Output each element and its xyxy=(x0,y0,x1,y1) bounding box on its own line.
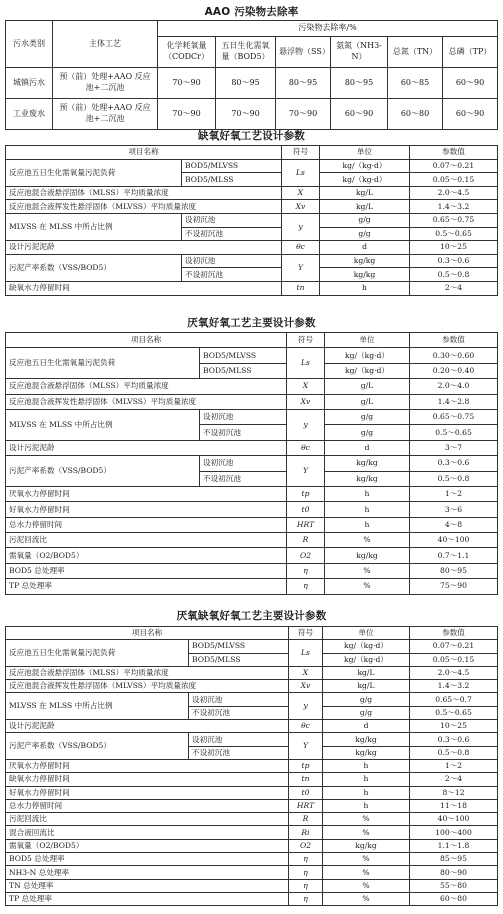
aao-params-table xyxy=(5,626,498,906)
col-unit: 单位 xyxy=(325,333,410,348)
item-symbol: Ls xyxy=(287,348,325,379)
item-name: TP 总处理率 xyxy=(6,892,289,905)
item-symbol: Ls xyxy=(282,159,320,186)
item-name: MLVSS 在 MLSS 中所占比例 xyxy=(6,693,189,720)
item-subname: 设初沉池 xyxy=(189,733,289,746)
item-value: 1.4～3.2 xyxy=(410,200,498,214)
item-symbol: tp xyxy=(289,759,323,772)
item-unit: h xyxy=(323,773,410,786)
item-subname: 设初沉池 xyxy=(200,456,287,471)
item-unit: g/g xyxy=(323,706,410,719)
item-value: 1～2 xyxy=(410,486,498,501)
col-symbol: 符号 xyxy=(287,333,325,348)
col-nh3n: 氨氮（NH3-N） xyxy=(331,37,388,68)
item-value: 0.65～0.75 xyxy=(410,213,498,227)
item-unit: % xyxy=(323,813,410,826)
table-row xyxy=(6,680,498,693)
item-name: 总水力停留时间 xyxy=(6,517,287,532)
item-value: 10～25 xyxy=(410,720,498,733)
table-row xyxy=(6,879,498,892)
item-symbol: η xyxy=(289,892,323,905)
item-unit: kg/（kg·d） xyxy=(320,173,410,187)
item-value: 100～400 xyxy=(410,826,498,839)
item-value: 75～90 xyxy=(410,579,498,594)
item-symbol: HRT xyxy=(289,799,323,812)
table-row xyxy=(6,773,498,786)
item-subname: 不设初沉池 xyxy=(200,471,287,486)
item-name: 污泥回流比 xyxy=(6,533,287,548)
item-value: 55～80 xyxy=(410,879,498,892)
item-name: 厌氧水力停留时间 xyxy=(6,486,287,501)
table-row xyxy=(6,186,498,200)
item-symbol: η xyxy=(287,579,325,594)
table-row xyxy=(6,409,498,424)
item-unit: g/g xyxy=(323,693,410,706)
item-value: 0.07～0.21 xyxy=(410,159,498,173)
process: 预（前）处理+AAO 反应池+二沉池 xyxy=(53,68,158,99)
process: 预（前）处理+AAO 反应池+二沉池 xyxy=(53,99,158,130)
value-cell: 60～80 xyxy=(388,99,443,130)
item-value: 0.3～0.6 xyxy=(410,456,498,471)
item-unit: kg/（kg·d） xyxy=(323,640,410,653)
item-unit: kg/kg xyxy=(320,254,410,268)
item-value: 2.0～4.0 xyxy=(410,379,498,394)
item-unit: kg/L xyxy=(320,200,410,214)
table-row xyxy=(6,99,498,130)
item-name: 厌氧水力停留时间 xyxy=(6,759,289,772)
table-row xyxy=(6,159,498,173)
item-value: 1.4～3.2 xyxy=(410,680,498,693)
item-value: 10～25 xyxy=(410,241,498,255)
item-name: MLVSS 在 MLSS 中所占比例 xyxy=(6,409,200,440)
item-subname: BOD5/MLVSS xyxy=(200,348,287,363)
item-name: 反应池混合液悬浮固体（MLSS）平均质量浓度 xyxy=(6,379,287,394)
item-unit: d xyxy=(320,241,410,255)
table-row xyxy=(6,213,498,227)
table-row xyxy=(6,502,498,517)
ao-params-title: 缺氧好氧工艺设计参数 xyxy=(198,130,305,142)
item-symbol: X xyxy=(289,666,323,679)
item-symbol: HRT xyxy=(287,517,325,532)
item-symbol: R xyxy=(287,533,325,548)
item-value: 11～18 xyxy=(410,799,498,812)
item-unit: kg/（kg·d） xyxy=(323,653,410,666)
table-row xyxy=(6,394,498,409)
col-symbol: 符号 xyxy=(282,146,320,160)
item-unit: kg/kg xyxy=(323,733,410,746)
item-unit: h xyxy=(323,799,410,812)
table-row xyxy=(6,517,498,532)
item-name: 反应池五日生化需氧量污泥负荷 xyxy=(6,348,200,379)
item-name: 反应池五日生化需氧量污泥负荷 xyxy=(6,159,182,186)
item-unit: h xyxy=(325,517,410,532)
item-symbol: Xv xyxy=(287,394,325,409)
item-value: 3～7 xyxy=(410,440,498,455)
item-unit: kg/kg xyxy=(325,471,410,486)
col-cod: 化学耗氧量（CODCr） xyxy=(158,37,216,68)
item-name: 污泥产率系数（VSS/BOD5） xyxy=(6,254,182,281)
sewage-type: 工业废水 xyxy=(6,99,53,130)
item-value: 60～80 xyxy=(410,892,498,905)
col-main-process: 主体工艺 xyxy=(53,21,158,68)
item-unit: kg/L xyxy=(320,186,410,200)
col-symbol: 符号 xyxy=(289,627,323,640)
item-symbol: O2 xyxy=(289,839,323,852)
table-row xyxy=(6,548,498,563)
table-row xyxy=(6,799,498,812)
ao-params-table xyxy=(5,145,498,296)
item-name: 污泥产率系数（VSS/BOD5） xyxy=(6,456,200,487)
item-symbol: θc xyxy=(282,241,320,255)
item-symbol: Xv xyxy=(289,680,323,693)
sewage-type: 城镇污水 xyxy=(6,68,53,99)
item-value: 0.5～0.65 xyxy=(410,706,498,719)
item-symbol: tp xyxy=(287,486,325,501)
item-unit: % xyxy=(325,533,410,548)
item-subname: 设初沉池 xyxy=(189,693,289,706)
item-value: 1.1～1.8 xyxy=(410,839,498,852)
item-value: 0.65～0.75 xyxy=(410,409,498,424)
item-unit: h xyxy=(325,486,410,501)
item-symbol: y xyxy=(282,213,320,240)
item-value: 0.65～0.7 xyxy=(410,693,498,706)
item-value: 2～4 xyxy=(410,281,498,295)
item-symbol: y xyxy=(287,409,325,440)
item-unit: kg/kg xyxy=(325,548,410,563)
item-value: 0.05～0.15 xyxy=(410,653,498,666)
item-subname: 设初沉池 xyxy=(182,213,282,227)
item-name: 反应池混合液挥发性悬浮固体（MLVSS）平均质量浓度 xyxy=(6,200,282,214)
item-unit: % xyxy=(323,892,410,905)
col-tp: 总磷（TP） xyxy=(443,37,498,68)
item-unit: kg/kg xyxy=(320,268,410,282)
item-name: 设计污泥泥龄 xyxy=(6,241,282,255)
item-unit: h xyxy=(323,759,410,772)
aao-params-title: 厌氧缺氧好氧工艺主要设计参数 xyxy=(176,610,327,622)
item-value: 2～4 xyxy=(410,773,498,786)
item-name: 缺氧水力停留时间 xyxy=(6,281,282,295)
item-symbol: η xyxy=(289,866,323,879)
item-value: 80～90 xyxy=(410,866,498,879)
col-value: 参数值 xyxy=(410,146,498,160)
item-symbol: X xyxy=(282,186,320,200)
item-symbol: t0 xyxy=(287,502,325,517)
item-value: 0.07～0.21 xyxy=(410,640,498,653)
item-symbol: η xyxy=(289,853,323,866)
value-cell: 60～85 xyxy=(388,68,443,99)
item-name: 需氧量（O2/BOD5） xyxy=(6,548,287,563)
item-unit: kg/（kg·d） xyxy=(320,159,410,173)
item-subname: 不设初沉池 xyxy=(189,746,289,759)
table-row xyxy=(6,379,498,394)
item-unit: % xyxy=(323,853,410,866)
table-row xyxy=(6,826,498,839)
item-symbol: O2 xyxy=(287,548,325,563)
table-row xyxy=(6,853,498,866)
item-value: 0.7～1.1 xyxy=(410,548,498,563)
table-row xyxy=(6,486,498,501)
item-subname: BOD5/MLSS xyxy=(182,173,282,187)
table-row xyxy=(6,68,498,99)
table-row xyxy=(6,241,498,255)
item-name: 污泥回流比 xyxy=(6,813,289,826)
col-value: 参数值 xyxy=(410,627,498,640)
item-name: 混合液回流比 xyxy=(6,826,289,839)
aao-removal-table xyxy=(5,20,498,130)
item-value: 0.20～0.40 xyxy=(410,363,498,378)
item-name: BOD5 总处理率 xyxy=(6,563,287,578)
table-row xyxy=(6,693,498,706)
item-subname: BOD5/MLVSS xyxy=(182,159,282,173)
item-name: 反应池混合液悬浮固体（MLSS）平均质量浓度 xyxy=(6,666,289,679)
col-unit: 单位 xyxy=(320,146,410,160)
item-name: MLVSS 在 MLSS 中所占比例 xyxy=(6,213,182,240)
item-subname: BOD5/MLVSS xyxy=(189,640,289,653)
item-symbol: X xyxy=(287,379,325,394)
table-row xyxy=(6,533,498,548)
table-row xyxy=(6,254,498,268)
value-cell: 60～90 xyxy=(331,99,388,130)
item-subname: BOD5/MLSS xyxy=(189,653,289,666)
item-unit: kg/L xyxy=(323,666,410,679)
item-symbol: Y xyxy=(287,456,325,487)
item-unit: % xyxy=(325,579,410,594)
item-subname: 不设初沉池 xyxy=(189,706,289,719)
item-subname: 设初沉池 xyxy=(182,254,282,268)
item-symbol: Ls xyxy=(289,640,323,667)
table-row xyxy=(6,563,498,578)
item-subname: 不设初沉池 xyxy=(200,425,287,440)
value-cell: 80～95 xyxy=(276,68,331,99)
item-symbol: tn xyxy=(282,281,320,295)
ana-params-title: 厌氧好氧工艺主要设计参数 xyxy=(187,317,316,329)
item-value: 0.3～0.6 xyxy=(410,733,498,746)
table-row xyxy=(6,281,498,295)
item-name: TN 总处理率 xyxy=(6,879,289,892)
item-value: 4～8 xyxy=(410,517,498,532)
col-item-name: 项目名称 xyxy=(6,627,289,640)
item-name: 缺氧水力停留时间 xyxy=(6,773,289,786)
item-unit: kg/（kg·d） xyxy=(325,363,410,378)
item-value: 2.0～4.5 xyxy=(410,666,498,679)
item-symbol: Xv xyxy=(282,200,320,214)
ana-params-table xyxy=(5,332,498,595)
item-value: 0.5～0.8 xyxy=(410,746,498,759)
item-value: 1.4～2.8 xyxy=(410,394,498,409)
item-symbol: θc xyxy=(287,440,325,455)
item-unit: g/g xyxy=(320,227,410,241)
item-unit: % xyxy=(323,826,410,839)
value-cell: 60～90 xyxy=(443,99,498,130)
table-row xyxy=(6,640,498,653)
table-row xyxy=(6,348,498,363)
table-row xyxy=(6,839,498,852)
item-unit: g/g xyxy=(325,409,410,424)
col-bod5: 五日生化需氧量（BOD5） xyxy=(216,37,276,68)
item-unit: d xyxy=(325,440,410,455)
item-value: 0.5～0.8 xyxy=(410,268,498,282)
item-value: 85～95 xyxy=(410,853,498,866)
table-row xyxy=(6,866,498,879)
value-cell: 70～90 xyxy=(276,99,331,130)
item-unit: h xyxy=(320,281,410,295)
item-unit: g/L xyxy=(325,379,410,394)
item-value: 8～12 xyxy=(410,786,498,799)
item-symbol: y xyxy=(289,693,323,720)
item-unit: h xyxy=(325,502,410,517)
item-name: 好氧水力停留时间 xyxy=(6,502,287,517)
item-symbol: t0 xyxy=(289,786,323,799)
item-name: 设计污泥泥龄 xyxy=(6,440,287,455)
item-unit: kg/kg xyxy=(325,456,410,471)
item-value: 0.5～0.65 xyxy=(410,227,498,241)
table-row xyxy=(6,720,498,733)
table-row xyxy=(6,200,498,214)
table-row xyxy=(6,579,498,594)
item-name: 设计污泥泥龄 xyxy=(6,720,289,733)
item-subname: 不设初沉池 xyxy=(182,268,282,282)
table-row xyxy=(6,733,498,746)
col-sewage-type: 污水类别 xyxy=(6,21,53,68)
item-unit: % xyxy=(323,879,410,892)
item-name: BOD5 总处理率 xyxy=(6,853,289,866)
item-name: NH3-N 总处理率 xyxy=(6,866,289,879)
col-tn: 总氮（TN） xyxy=(388,37,443,68)
col-ss: 悬浮物（SS） xyxy=(276,37,331,68)
item-symbol: R xyxy=(289,813,323,826)
item-value: 40～100 xyxy=(410,813,498,826)
item-unit: d xyxy=(323,720,410,733)
value-cell: 80～95 xyxy=(331,68,388,99)
item-symbol: Y xyxy=(289,733,323,760)
item-name: 总水力停留时间 xyxy=(6,799,289,812)
item-unit: kg/L xyxy=(323,680,410,693)
item-unit: g/L xyxy=(325,394,410,409)
item-value: 0.5～0.65 xyxy=(410,425,498,440)
item-value: 40～100 xyxy=(410,533,498,548)
item-name: 反应池混合液挥发性悬浮固体（MLVSS）平均质量浓度 xyxy=(6,394,287,409)
item-unit: % xyxy=(325,563,410,578)
item-subname: 不设初沉池 xyxy=(182,227,282,241)
item-value: 0.3～0.6 xyxy=(410,254,498,268)
item-value: 0.05～0.15 xyxy=(410,173,498,187)
item-unit: kg/kg xyxy=(323,746,410,759)
col-item-name: 项目名称 xyxy=(6,333,287,348)
item-symbol: Y xyxy=(282,254,320,281)
item-unit: kg/（kg·d） xyxy=(325,348,410,363)
item-name: 好氧水力停留时间 xyxy=(6,786,289,799)
item-symbol: tn xyxy=(289,773,323,786)
value-cell: 70～90 xyxy=(158,68,216,99)
item-symbol: θc xyxy=(289,720,323,733)
value-cell: 60～90 xyxy=(443,68,498,99)
item-name: 反应池五日生化需氧量污泥负荷 xyxy=(6,640,189,667)
item-name: 需氧量（O2/BOD5） xyxy=(6,839,289,852)
item-subname: 设初沉池 xyxy=(200,409,287,424)
item-name: TP 总处理率 xyxy=(6,579,287,594)
item-value: 1～2 xyxy=(410,759,498,772)
item-value: 2.0～4.5 xyxy=(410,186,498,200)
item-unit: % xyxy=(323,866,410,879)
aao-removal-title: AAO 污染物去除率 xyxy=(204,6,299,18)
item-value: 0.5～0.8 xyxy=(410,471,498,486)
item-unit: h xyxy=(323,786,410,799)
item-name: 污泥产率系数（VSS/BOD5） xyxy=(6,733,189,760)
col-value: 参数值 xyxy=(410,333,498,348)
table-row xyxy=(6,440,498,455)
table-row xyxy=(6,666,498,679)
value-cell: 70～90 xyxy=(158,99,216,130)
item-name: 反应池混合液挥发性悬浮固体（MLVSS）平均质量浓度 xyxy=(6,680,289,693)
col-unit: 单位 xyxy=(323,627,410,640)
table-row xyxy=(6,456,498,471)
item-unit: g/g xyxy=(320,213,410,227)
item-value: 3～6 xyxy=(410,502,498,517)
item-value: 80～95 xyxy=(410,563,498,578)
table-row xyxy=(6,813,498,826)
item-subname: BOD5/MLSS xyxy=(200,363,287,378)
item-symbol: η xyxy=(289,879,323,892)
item-unit: g/g xyxy=(325,425,410,440)
item-value: 0.30～0.60 xyxy=(410,348,498,363)
table-row xyxy=(6,759,498,772)
col-item-name: 项目名称 xyxy=(6,146,282,160)
item-symbol: Ri xyxy=(289,826,323,839)
table-row xyxy=(6,892,498,905)
item-name: 反应池混合液悬浮固体（MLSS）平均质量浓度 xyxy=(6,186,282,200)
item-unit: kg/kg xyxy=(323,839,410,852)
value-cell: 80～95 xyxy=(216,68,276,99)
table-row xyxy=(6,786,498,799)
value-cell: 70～90 xyxy=(216,99,276,130)
item-symbol: η xyxy=(287,563,325,578)
col-removal-group: 污染物去除率/% xyxy=(158,21,498,37)
